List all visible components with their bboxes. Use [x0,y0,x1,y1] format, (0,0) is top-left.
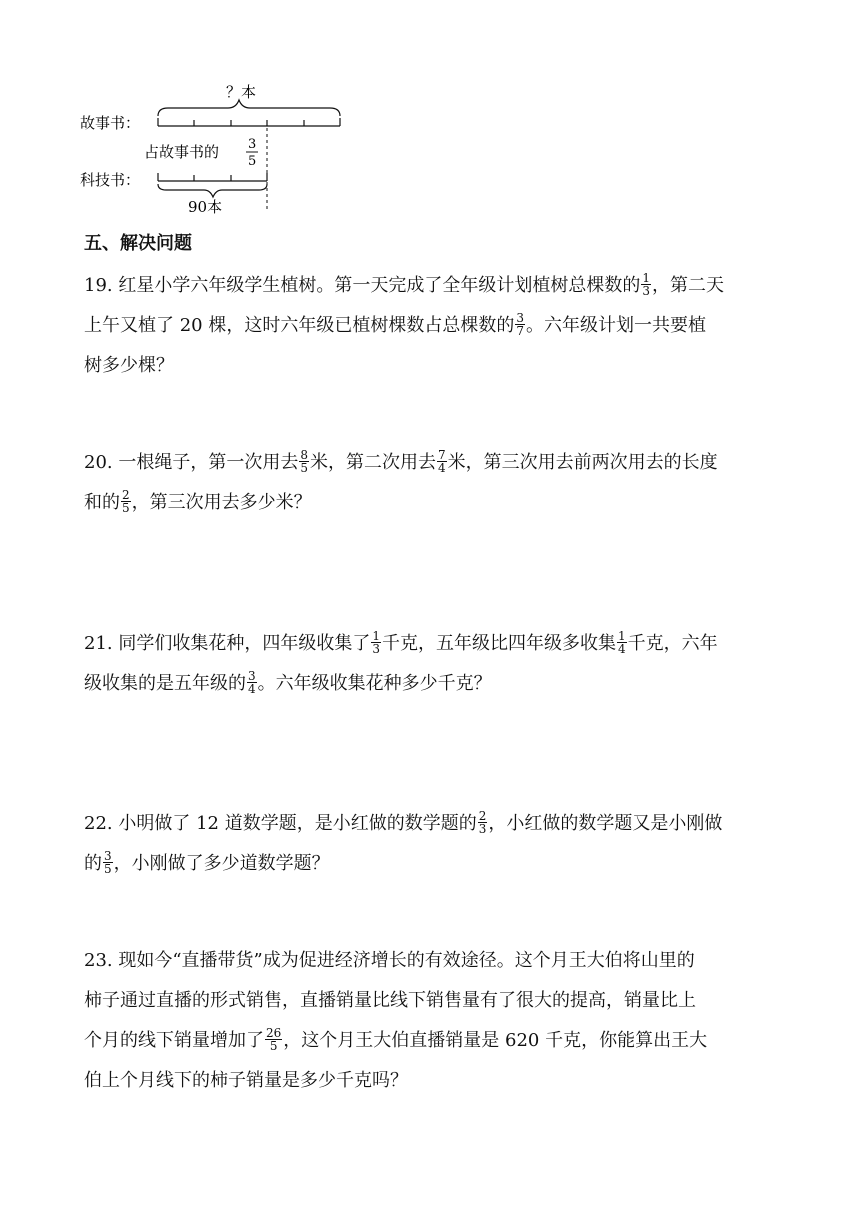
problem-text: ，这个月王大伯直播销量是 620 千克，你能算出王大 [283,1030,708,1051]
diagram-bottom-label: 90本 [188,198,223,216]
problem-line [84,346,784,386]
problem-text: ，小刚做了多少道数学题？ [113,853,330,874]
problem-text: 20. 一根绳子，第一次用去 [84,452,299,473]
problem-text: 伯上个月线下的柿子销量是多少千克吗？ [84,1070,408,1091]
top-brace [158,100,340,116]
fraction-denominator: 3 [478,821,487,836]
problem-text: 米，第二次用去 [310,452,436,473]
fraction-numerator: 1 [618,628,626,643]
fraction-numerator: 26 [266,1025,282,1040]
problem-text: 树多少棵？ [84,355,174,376]
bottom-brace [158,184,267,197]
diagram-row1-label: 故事书： [80,114,141,132]
diagram-mid-frac-den: 5 [248,154,257,169]
problem-line [84,804,784,844]
diagram-mid-frac-num: 3 [248,137,257,152]
fraction-denominator: 7 [516,323,524,338]
fraction-denominator: 4 [438,460,446,475]
problem-text: ，第三次用去多少米？ [131,492,312,513]
problem-line [84,1061,784,1101]
techbook-bar [158,173,267,181]
diagram-top-label: ？本 [226,83,257,101]
problem-text: 个月的线下销量增加了 [84,1030,264,1051]
problem-text: 23. 现如今“直播带货”成为促进经济增长的有效途径。这个月王大伯将山里的 [84,950,695,971]
fraction-denominator: 3 [642,283,650,298]
fraction-numerator: 3 [104,848,112,863]
problem-line [84,483,784,523]
problem-text: 的 [84,853,102,874]
fraction-numerator: 2 [122,487,130,502]
fraction [265,1027,282,1052]
fraction [247,670,257,695]
problem-text: 和的 [84,492,120,513]
fraction [103,850,113,875]
problem-text: 级收集的是五年级的 [84,673,246,694]
fraction-denominator: 5 [300,460,308,475]
problem-line [84,443,784,483]
problem-line [84,306,784,346]
fraction-denominator: 5 [104,861,112,876]
fraction [121,489,131,514]
fraction-numerator: 3 [516,310,524,325]
fraction-numerator: 1 [372,628,380,643]
fraction-numerator: 3 [248,668,256,683]
problem-line [84,624,784,664]
problem-line [84,981,784,1021]
problem-text: 米，第三次用去前两次用去的长度 [447,452,718,473]
storybook-bar [158,118,340,126]
fraction-numerator: 2 [478,808,487,823]
problem-line [84,664,784,704]
problem-text: ，小红做的数学题又是小刚做 [488,813,723,834]
diagram-mid-label: 占故事书的 [144,143,220,161]
fraction-numerator: 7 [438,447,446,462]
fraction [371,630,381,655]
problem-text: 。六年级收集花种多少千克？ [257,673,492,694]
problem-line [84,844,784,884]
fraction-numerator: 8 [300,447,308,462]
problem-line [84,941,784,981]
fraction-denominator: 5 [265,1039,282,1052]
fraction [515,312,525,337]
problem-line [84,1021,784,1061]
bar-diagram [78,80,358,220]
problem-line [84,266,784,306]
problem-text: 千克，六年 [627,633,718,654]
problem-21 [84,624,784,704]
problem-text: 柿子通过直播的形式销售，直播销量比线下销售量有了很大的提高，销量比上 [84,990,696,1011]
problem-20 [84,443,784,523]
fraction [299,449,309,474]
problem-text: 22. 小明做了 12 道数学题，是小红做的数学题的 [84,813,477,834]
problem-text: ，第二天 [652,275,724,296]
diagram-row2-label: 科技书： [80,171,141,189]
problem-19 [84,266,784,386]
problem-text: 千克，五年级比四年级多收集 [382,633,616,654]
section-title: 五、解决问题 [84,233,192,254]
problem-text: 。六年级计划一共要植 [526,315,706,336]
fraction-denominator: 4 [618,641,626,656]
fraction [641,272,651,297]
problem-text: 上午又植了 20 棵，这时六年级已植树棵数占总棵数的 [84,315,515,336]
fraction-denominator: 4 [248,681,256,696]
fraction-denominator: 3 [372,641,380,656]
fraction-denominator: 5 [122,500,130,515]
fraction [437,449,447,474]
fraction [617,630,627,655]
problem-22 [84,804,784,884]
problem-text: 21. 同学们收集花种，四年级收集了 [84,633,371,654]
problem-23 [84,941,784,1101]
fraction-numerator: 1 [642,270,650,285]
fraction [478,810,488,835]
problem-text: 19. 红星小学六年级学生植树。第一天完成了全年级计划植树总棵数的 [84,275,641,296]
